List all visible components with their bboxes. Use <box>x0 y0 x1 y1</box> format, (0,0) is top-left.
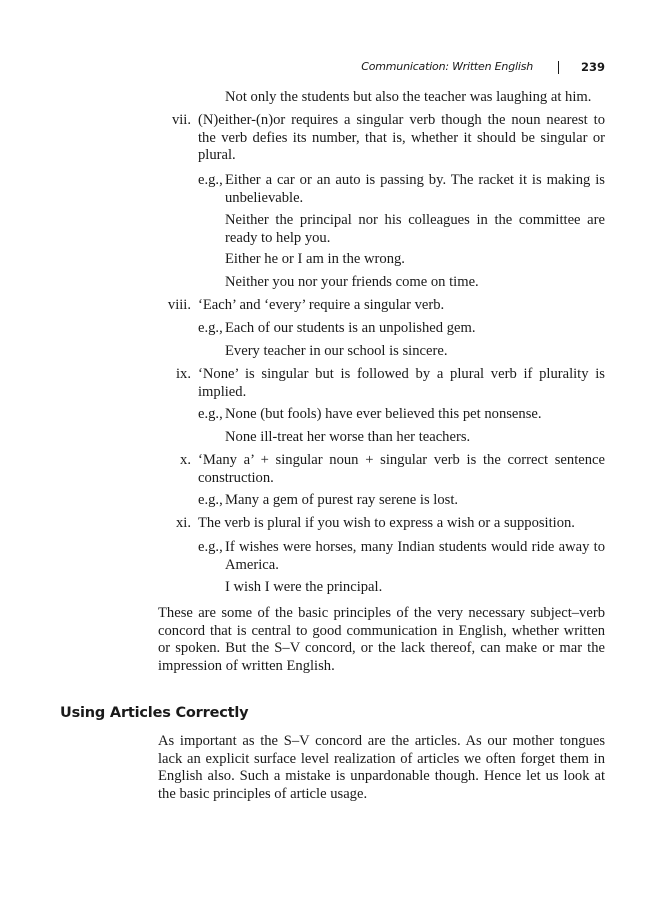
example-sentence: Neither the principal nor his colleagues in the committee are ready to help you. <box>225 212 605 246</box>
example-sentence: Either he or I am in the wrong. <box>225 251 405 267</box>
example-sentence: None ill-treat her worse than her teachers. <box>225 429 471 445</box>
example-prefix: e.g., <box>198 539 223 555</box>
example-sentence: I wish I were the principal. <box>225 579 383 595</box>
rule-text: ‘Each’ and ‘every’ require a singular verb. <box>198 297 445 313</box>
example-prefix: e.g., <box>198 406 223 422</box>
summary-paragraph: These are some of the basic principles of the very necessary subject–verb concord that is central to good communication in English, whether written or spoken. But the S–V concord, or the lack thereof, can make or mar the impression of written English. <box>158 605 605 674</box>
page-number: 239 <box>580 60 605 74</box>
example-sentence: Every teacher in our school is sincere. <box>225 343 448 359</box>
rule-text: ‘None’ is singular but is followed by a plural verb if plurality is implied. <box>198 366 605 400</box>
example-prefix: e.g., <box>198 320 223 336</box>
example-sentence: Neither you nor your friends come on time. <box>225 274 479 290</box>
example-sentence: Many a gem of purest ray serene is lost. <box>225 492 459 508</box>
section-paragraph: As important as the S–V concord are the articles. As our mother tongues lack an explicit surface level realization of articles we often forget them in English also. Such a mistake is unpardonable though. Hence let us look at the basic principles of article usage. <box>158 733 605 802</box>
example-sentence: None (but fools) have ever believed this pet nonsense. <box>225 406 542 422</box>
rule-numeral: ix. <box>176 366 191 382</box>
example-sentence: Each of our students is an unpolished gem. <box>225 320 476 336</box>
example-sentence: Either a car or an auto is passing by. The racket it is making is unbelievable. <box>225 172 605 206</box>
example-prefix: e.g., <box>198 172 223 188</box>
rule-text: ‘Many a’ + singular noun + singular verb is the correct sentence construction. <box>198 452 605 486</box>
running-head: Communication: Written English <box>361 60 533 73</box>
rule-numeral: xi. <box>176 515 191 531</box>
rule-numeral: vii. <box>171 112 191 128</box>
example-sentence: If wishes were horses, many Indian students would ride away to America. <box>225 539 605 573</box>
rule-numeral: x. <box>180 452 191 468</box>
example-prefix: e.g., <box>198 492 223 508</box>
header-divider <box>558 61 559 74</box>
page-header <box>0 60 605 76</box>
section-heading: Using Articles Correctly <box>60 705 249 721</box>
rule-text: (N)either-(n)or requires a singular verb though the noun nearest to the verb defies its number, that is, whether it should be singular or plural. <box>198 112 605 164</box>
intro-example-line: Not only the students but also the teacher was laughing at him. <box>225 89 592 105</box>
rule-text: The verb is plural if you wish to express a wish or a supposition. <box>198 515 575 531</box>
rule-numeral: viii. <box>167 297 191 313</box>
